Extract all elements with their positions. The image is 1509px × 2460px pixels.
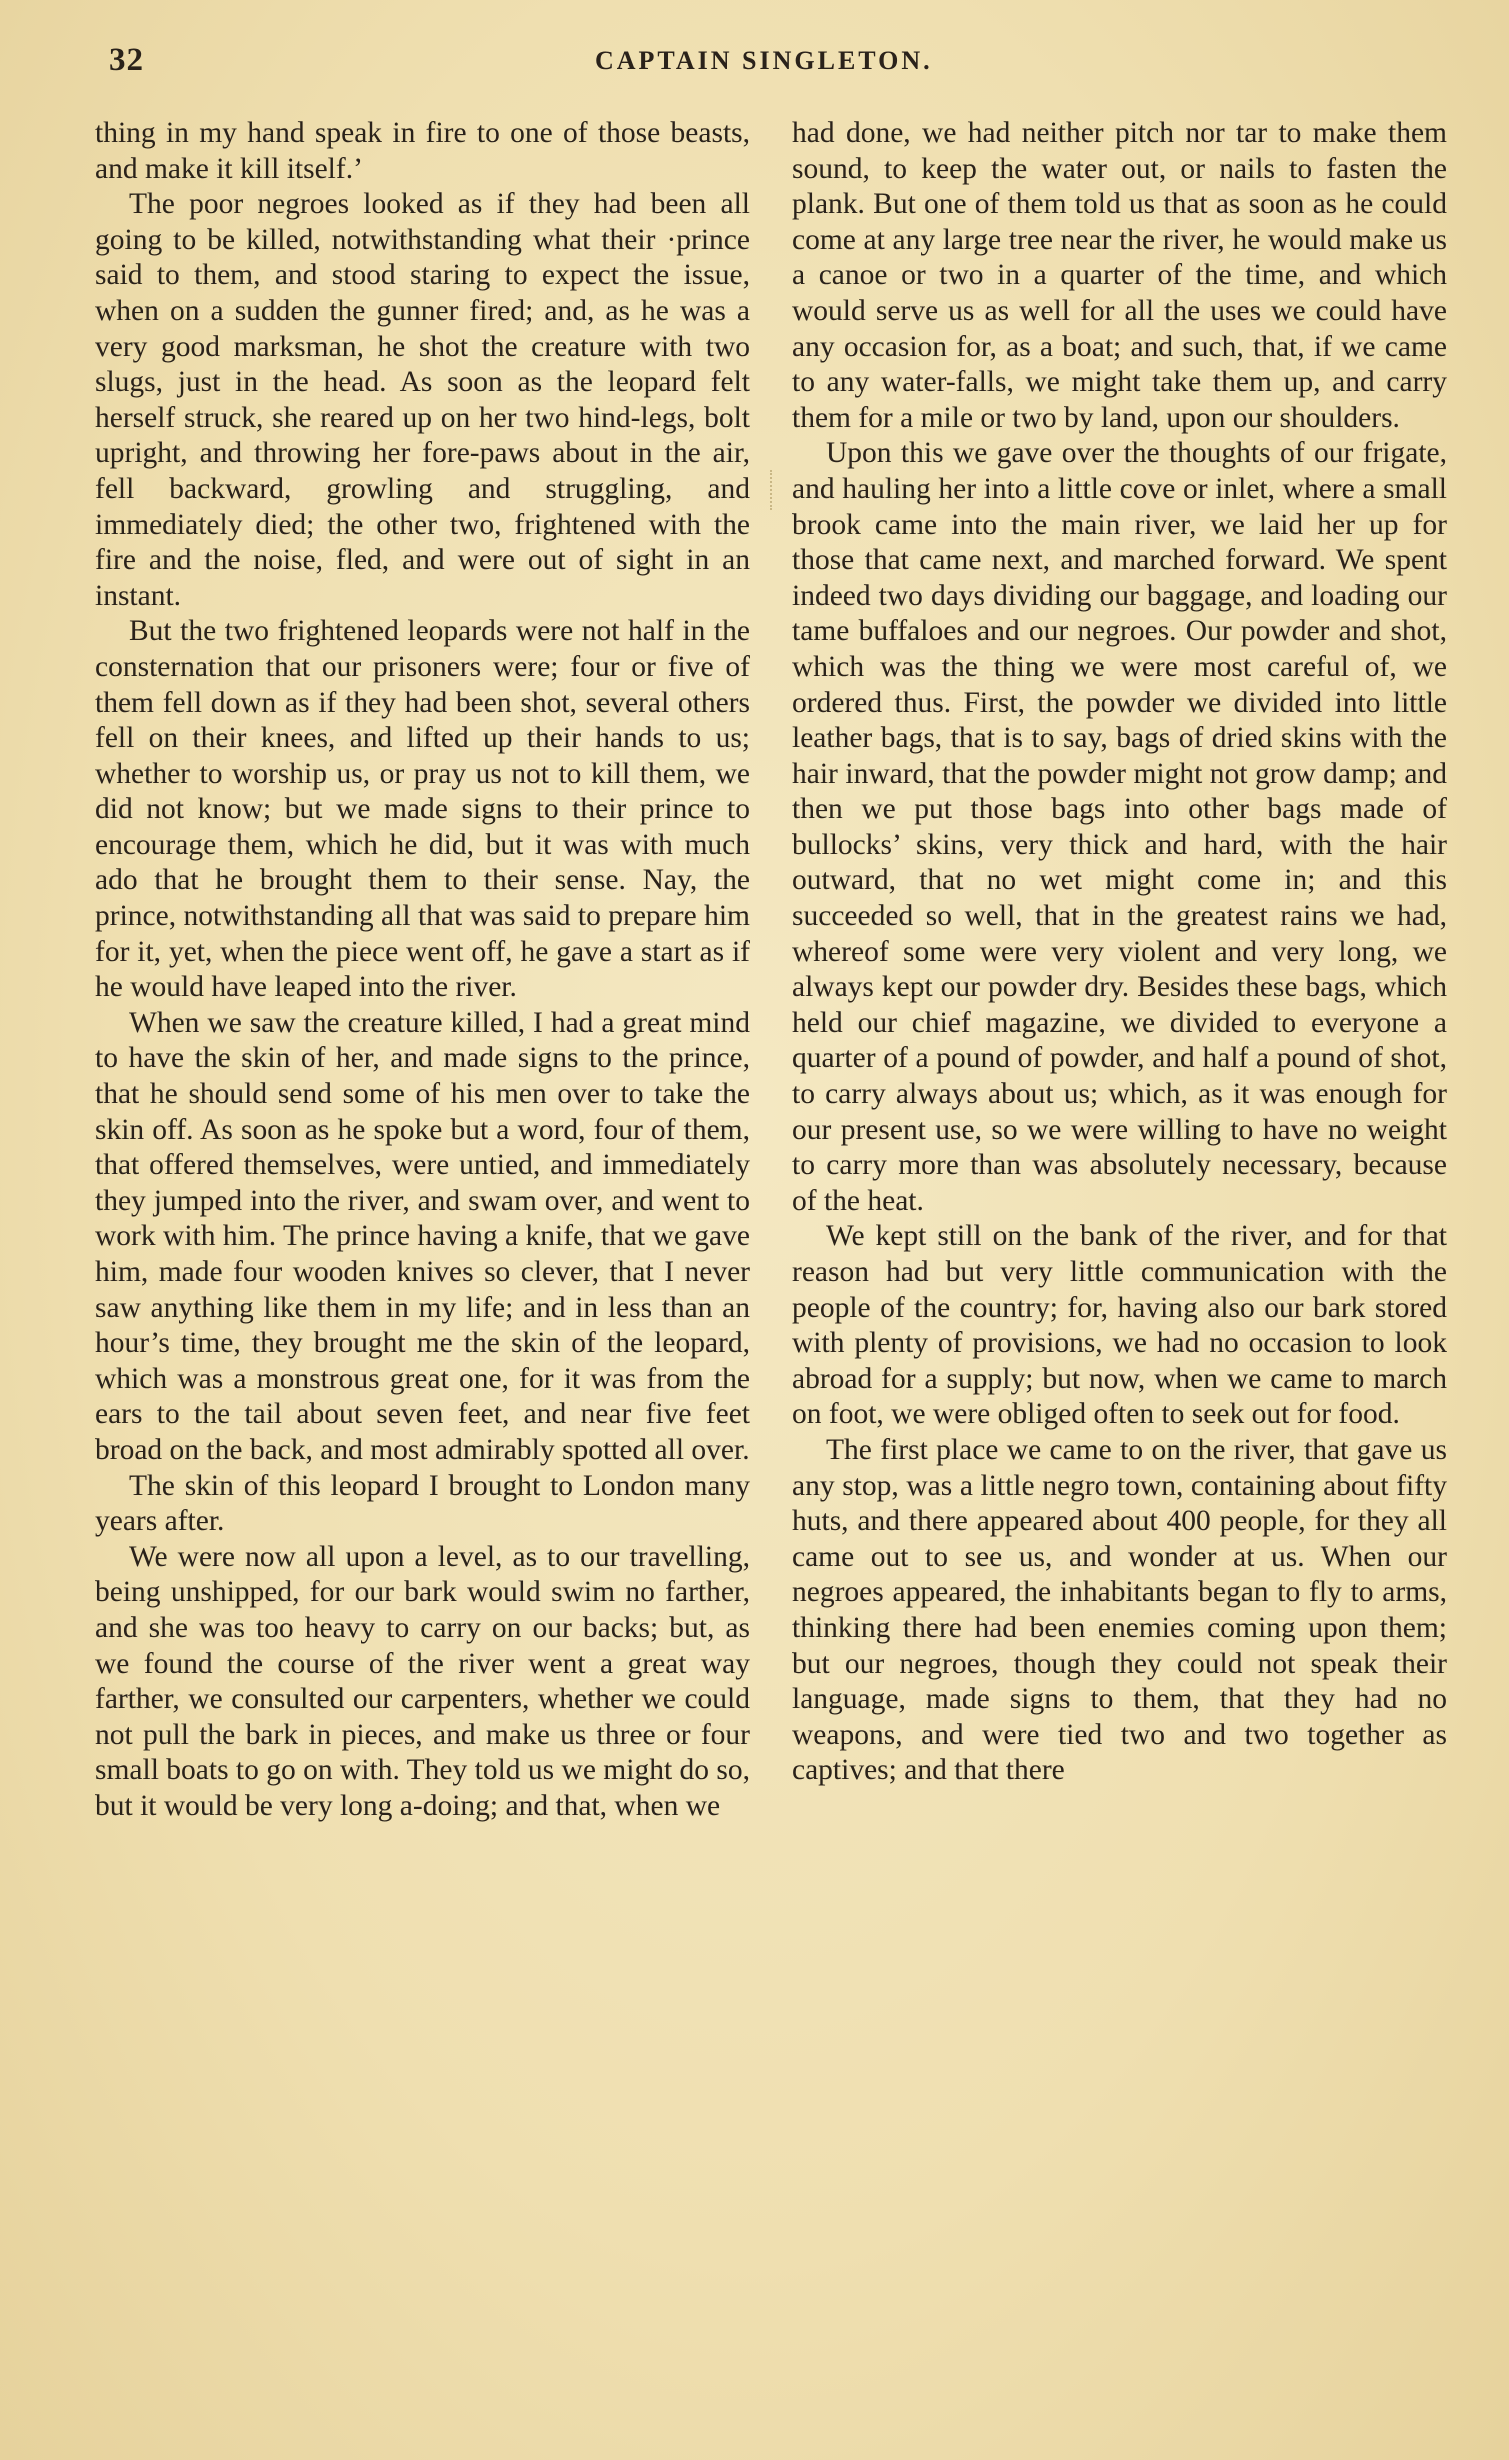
paragraph: thing in my hand speak in fire to one of those beasts, and make it kill itself.’ [95, 117, 750, 185]
page-number: 32 [109, 42, 144, 78]
paragraph: We kept still on the bank of the river, and for that reason had but very little communication with the people of the country; for, having also our bark stored with plenty of provisions, we had no occasion to look abroad for a supply; but now, when we came to march on foot, we were obliged often to seek out for food. [792, 1220, 1447, 1431]
right-column [792, 116, 1447, 1789]
left-column [95, 116, 750, 1825]
running-head [95, 42, 1435, 86]
paragraph: But the two frightened leopards were not half in the consternation that our prisoners were; four or five of them fell down as if they had been shot, several others fell on their knees, and lifted up their hands to us; whether to worship us, or pray us not to kill them, we did not know; but we made signs to their prince to encourage them, which he did, but it was with much ado that he brought them to their sense. Nay, the prince, notwithstanding all that was said to prepare him for it, yet, when the piece went off, he gave a start as if he would have leaped into the river. [95, 615, 750, 1004]
paragraph: The first place we came to on the river, that gave us any stop, was a little negro town, containing about fifty huts, and there appeared about 400 people, for they all came out to see us, and wonder at us. When our negroes appeared, the inhabitants began to fly to arms, thinking there had been enemies coming upon them; but our negroes, though they could not speak their language, made signs to them, that they had no weapons, and were tied two and two together as captives; and that there [792, 1433, 1447, 1787]
paragraph: The skin of this leopard I brought to London many years after. [95, 1469, 750, 1538]
paragraph: Upon this we gave over the thoughts of our frigate, and hauling her into a little cove or inlet, where a small brook came into the main river, we laid her up for those that came next, and marched forward. We spent indeed two days dividing our baggage, and loading our tame buffaloes and our negroes. Our powder and shot, which was the thing we were most careful of, we ordered thus. First, the powder we divided into little leather bags, that is to say, bags of dried skins with the hair inward, that the powder might not grow damp; and then we put those bags into other bags made of bullocks’ skins, very thick and hard, with the hair outward, that no wet might come in; and this succeeded so well, that in the greatest rains we had, whereof some were very violent and very long, we always kept our powder dry. Besides these bags, which held our chief magazine, we divided to everyone a quarter of a pound of powder, and half a pound of shot, to carry always about us; which, as it was enough for our present use, so we were willing to have no weight to carry more than was absolutely necessary, because of the heat. [792, 437, 1447, 1217]
paragraph: We were now all upon a level, as to our travelling, being unshipped, for our bark would swim no farther, and she was too heavy to carry on our backs; but, as we found the course of the river went a great way farther, we consulted our carpenters, whether we could not pull the bark in pieces, and make us three or four small boats to go on with. They told us we might do so, but it would be very long a-doing; and that, when we [95, 1540, 750, 1822]
book-title: CAPTAIN SINGLETON. [595, 46, 933, 75]
paragraph: had done, we had neither pitch nor tar to make them sound, to keep the water out, or nails to fasten the plank. But one of them told us that as soon as he could come at any large tree near the river, he would make us a canoe or two in a quarter of the time, and which would serve us as well for all the uses we could have any occasion for, as a boat; and such, that, if we came to any water-falls, we might take them up, and carry them for a mile or two by land, upon our shoulders. [792, 117, 1447, 434]
paragraph: When we saw the creature killed, I had a great mind to have the skin of her, and made signs to the prince, that he should send some of his men over to take the skin off. As soon as he spoke but a word, four of them, that offered themselves, were untied, and immediately they jumped into the river, and swam over, and went to work with him. The prince having a knife, that we gave him, made four wooden knives so clever, that I never saw anything like them in my life; and in less than an hour’s time, they brought me the skin of the leopard, which was a monstrous great one, for it was from the ears to the tail about seven feet, and near five feet broad on the back, and most admirably spotted all over. [95, 1006, 750, 1466]
paragraph: The poor negroes looked as if they had been all going to be killed, notwithstanding what their ·prince said to them, and stood staring to expect the issue, when on a sudden the gunner fired; and, as he was a very good marksman, he shot the creature with two slugs, just in the head. As soon as the leopard felt herself struck, she reared up on her two hind-legs, bolt upright, and throwing her fore-paws about in the air, fell backward, growling and struggling, and immediately died; the other two, frightened with the fire and the noise, fled, and were out of sight in an instant. [95, 188, 750, 612]
gutter-mark [770, 470, 774, 510]
